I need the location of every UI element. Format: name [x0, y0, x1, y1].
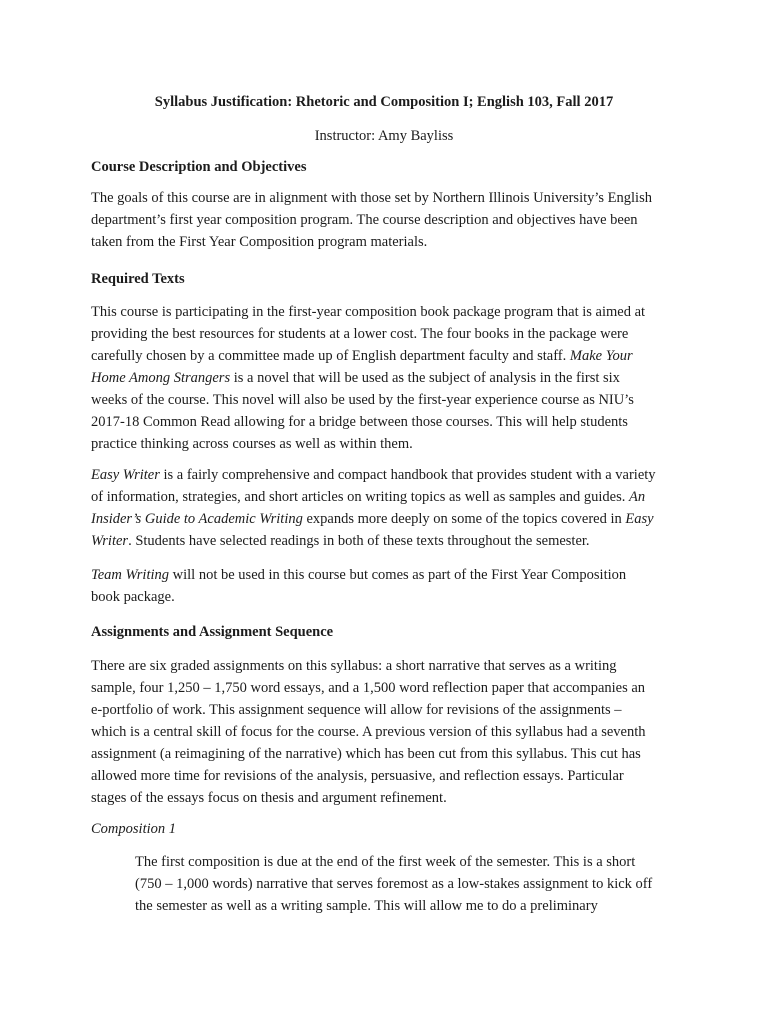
heading-required-texts: Required Texts	[91, 271, 185, 287]
instructor-line: Instructor: Amy Bayliss	[314, 128, 454, 144]
book-title: Make Your	[569, 348, 633, 364]
heading-course-description: Course Description and Objectives	[91, 159, 307, 175]
text-run: will not be used in this course but comes as part of the First Year Composition	[169, 567, 627, 583]
text-line: providing the best resources for students at a lower cost. The four books in the package were	[91, 326, 629, 342]
text-line: the semester as well as a writing sample. This will allow me to do a preliminary	[135, 898, 598, 914]
book-title: An	[629, 489, 646, 505]
text-line	[91, 530, 691, 552]
text-run: is a novel that will be used as the subject of analysis in the first six	[230, 370, 620, 386]
paragraph-required-texts-3	[91, 564, 691, 608]
text-line	[91, 508, 691, 530]
text-line: The first composition is due at the end of the first week of the semester. This is a short	[135, 854, 636, 870]
paragraph-assignments	[91, 655, 691, 809]
book-title: Team Writing	[91, 567, 170, 583]
text-line: The goals of this course are in alignment with those set by Northern Illinois University’s English	[91, 190, 652, 206]
text-line: stages of the essays focus on thesis and argument refinement.	[91, 790, 447, 806]
text-line: (750 – 1,000 words) narrative that serves foremost as a low-stakes assignment to kick off	[135, 876, 653, 892]
text-line	[91, 464, 691, 486]
paragraph-required-texts-2	[91, 464, 691, 552]
paragraph-composition-1	[135, 851, 695, 917]
text-line: e-portfolio of work. This assignment sequence will allow for revisions of the assignments –	[91, 702, 622, 718]
heading-composition-1: Composition 1	[91, 821, 176, 837]
text-line: assignment (a reimagining of the narrative) which has been cut from this syllabus. This cut has	[91, 746, 641, 762]
text-line: taken from the First Year Composition program materials.	[91, 234, 428, 250]
text-line: which is a central skill of focus for the course. A previous version of this syllabus had a seventh	[91, 724, 646, 740]
paragraph-course-description	[91, 187, 691, 253]
text-line: book package.	[91, 589, 175, 605]
text-line	[91, 564, 691, 586]
text-line: weeks of the course. This novel will also be used by the first-year experience course as NIU’s	[91, 392, 634, 408]
text-run: . Students have selected readings in both of these texts throughout the semester.	[128, 533, 590, 549]
book-title: Easy Writer	[91, 467, 160, 483]
text-line: sample, four 1,250 – 1,750 word essays, and a 1,500 word reflection paper that accompanies an	[91, 680, 646, 696]
text-line	[91, 345, 691, 367]
text-line	[91, 486, 691, 508]
text-line: There are six graded assignments on this syllabus: a short narrative that serves as a writing	[91, 658, 617, 674]
text-run: expands more deeply on some of the topics covered in	[302, 511, 626, 527]
text-line: department’s first year composition program. The course description and objectives have been	[91, 212, 638, 228]
text-line	[91, 367, 691, 389]
document-title: Syllabus Justification: Rhetoric and Composition I; English 103, Fall 2017	[154, 94, 614, 110]
text-line: This course is participating in the first-year composition book package program that is aimed at	[91, 304, 646, 320]
text-line: allowed more time for revisions of the analysis, persuasive, and reflection essays. Particular	[91, 768, 624, 784]
paragraph-required-texts-1	[91, 301, 691, 455]
book-title: Writer	[91, 533, 129, 549]
book-title: Home Among Strangers	[91, 370, 231, 386]
book-title: Insider’s Guide to Academic Writing	[91, 511, 303, 527]
heading-assignments: Assignments and Assignment Sequence	[91, 624, 334, 640]
text-run: carefully chosen by a committee made up of English department faculty and staff.	[91, 348, 570, 364]
text-run: is a fairly comprehensive and compact handbook that provides student with a variety	[159, 467, 656, 483]
text-run: of information, strategies, and short articles on writing topics as well as samples and guides.	[91, 489, 629, 505]
book-title: Easy	[625, 511, 654, 527]
text-line: practice thinking across courses as well as within them.	[91, 436, 413, 452]
text-line: 2017-18 Common Read allowing for a bridge between those courses. This will help students	[91, 414, 628, 430]
